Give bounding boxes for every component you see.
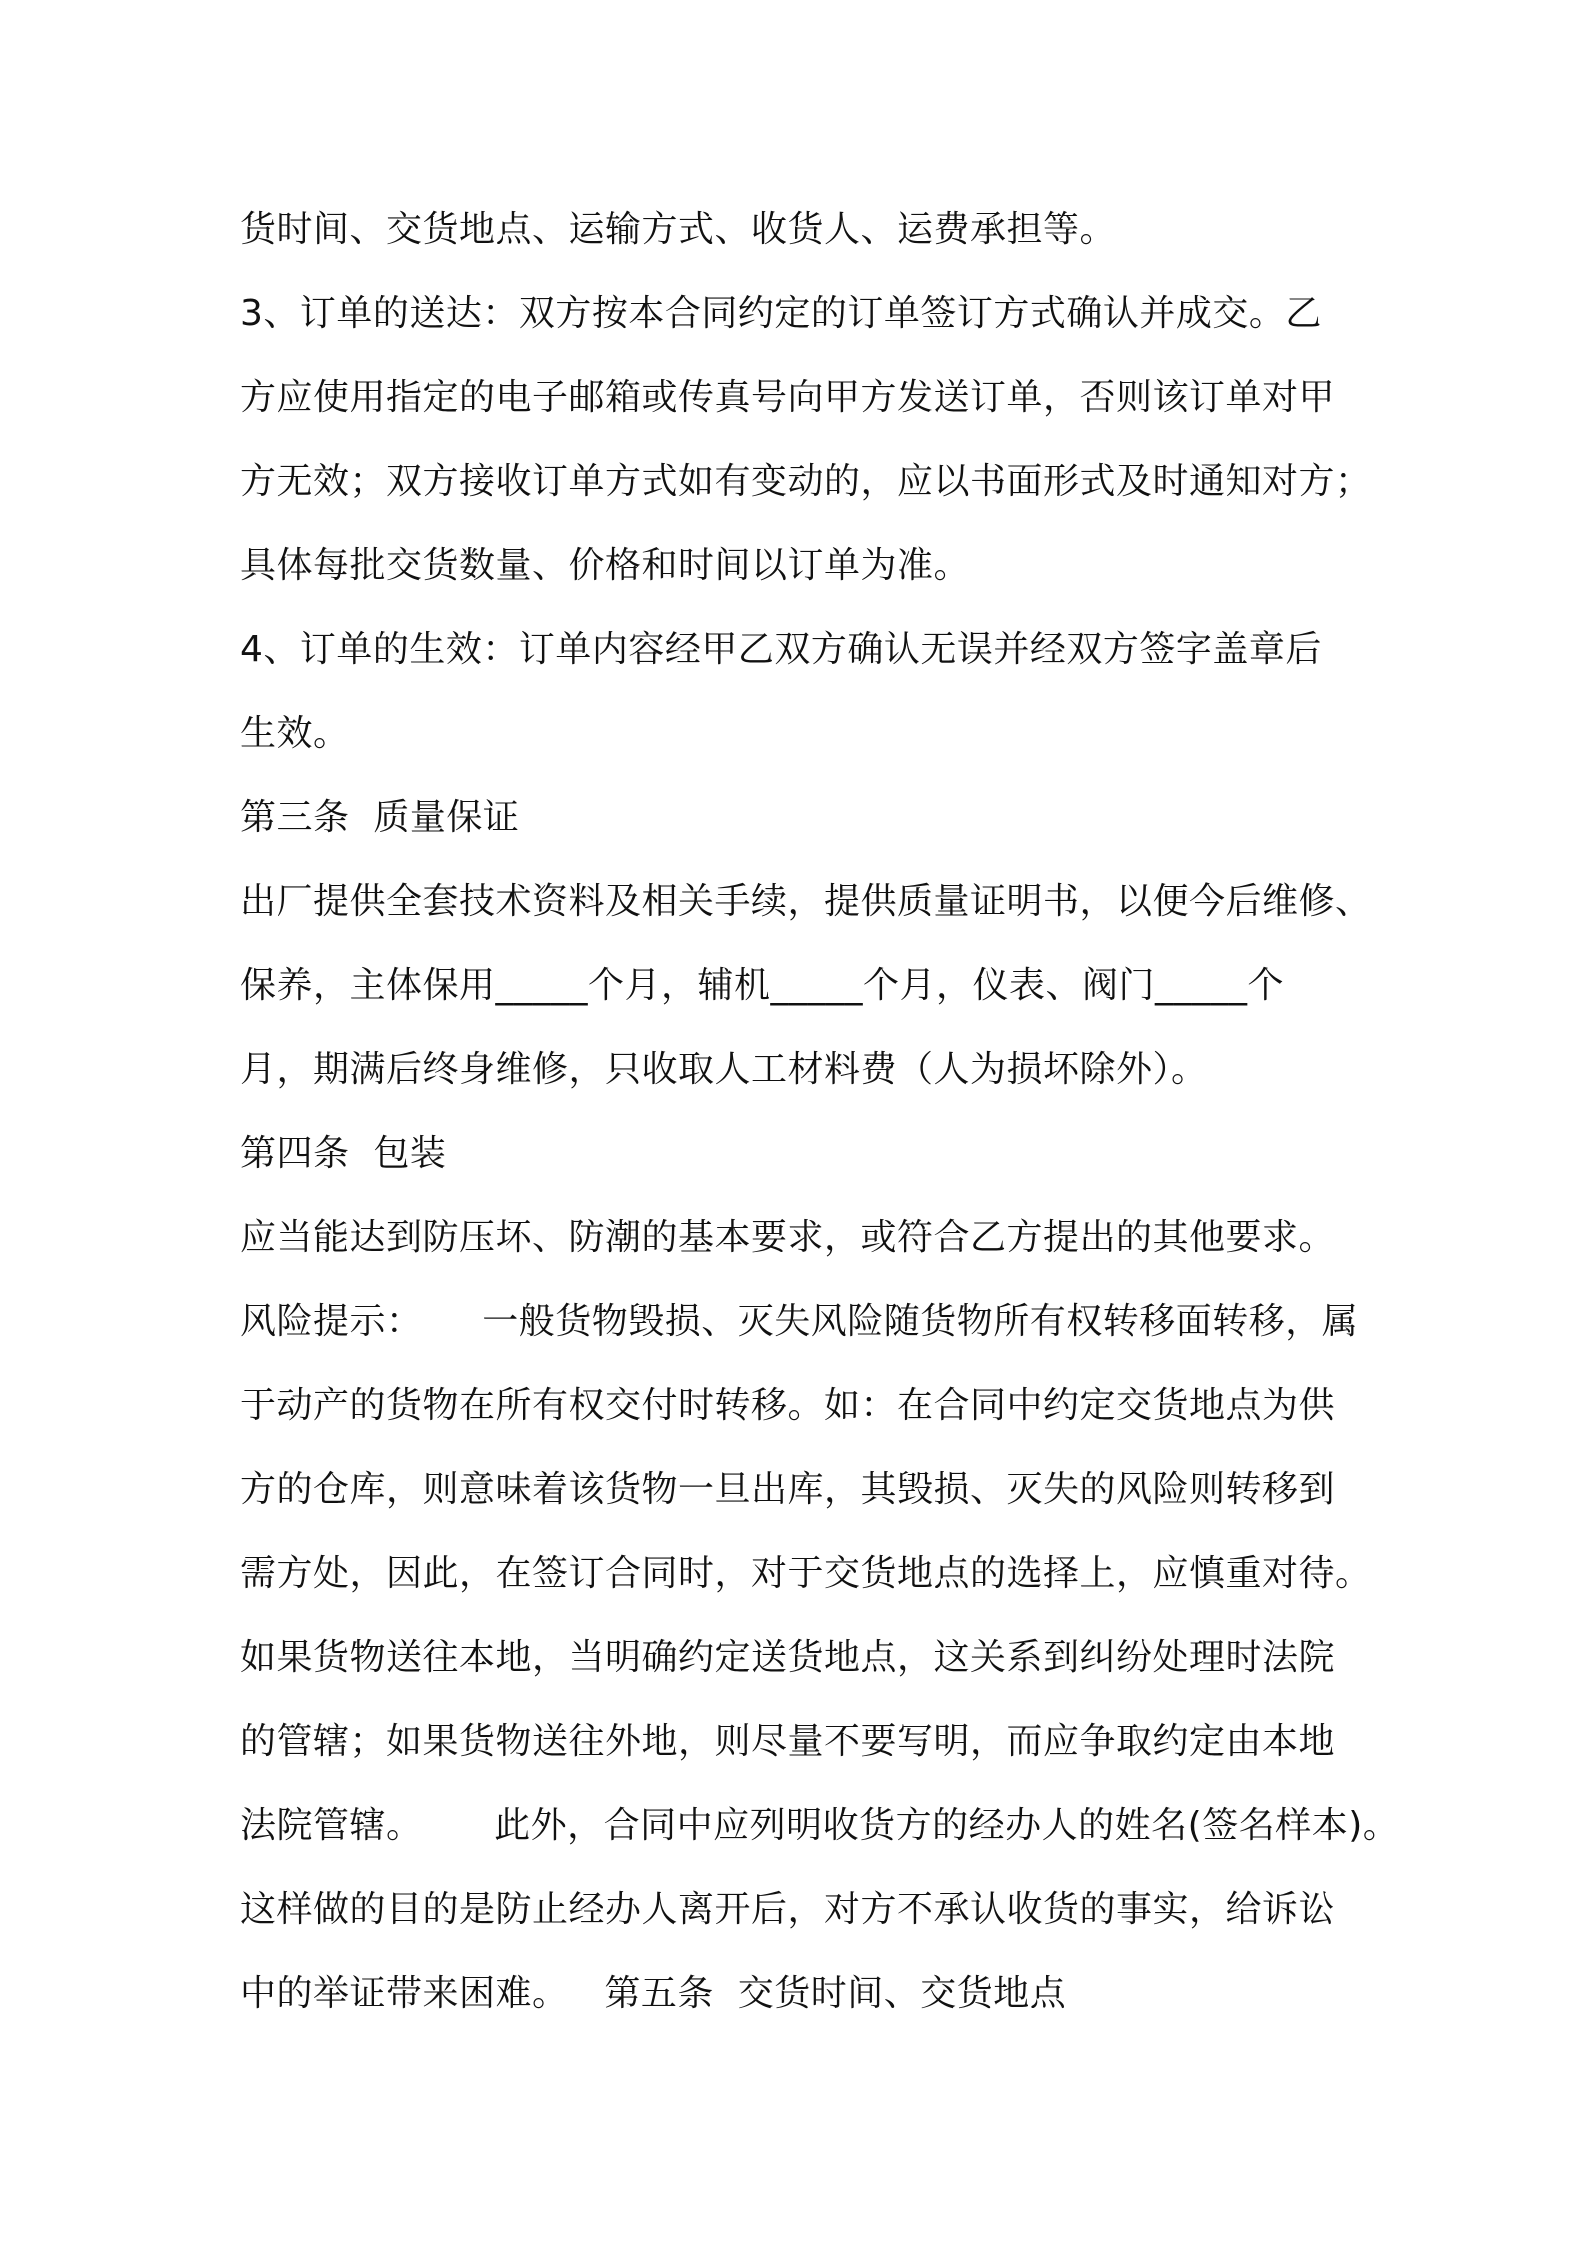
text-line: 于动产的货物在所有权交付时转移。如：在合同中约定交货地点为供 xyxy=(240,1385,1336,1426)
text-line: 方无效；双方接收订单方式如有变动的，应以书面形式及时通知对方； xyxy=(240,461,1372,502)
text-line: 生效。 xyxy=(240,713,350,754)
section-heading: 第四条 包装 xyxy=(240,1133,447,1174)
text-line: 货时间、交货地点、运输方式、收货人、运费承担等。 xyxy=(240,209,1117,250)
text-line: 出厂提供全套技术资料及相关手续，提供质量证明书，以便今后维修、 xyxy=(240,881,1372,922)
text-line: 4、订单的生效：订单内容经甲乙双方确认无误并经双方签字盖章后 xyxy=(240,629,1322,670)
text-line: 法院管辖。 此外，合同中应列明收货方的经办人的姓名(签名样本)。 xyxy=(240,1805,1400,1846)
text-line: 需方处，因此，在签订合同时，对于交货地点的选择上，应慎重对待。 xyxy=(240,1553,1372,1594)
section-heading: 第三条 质量保证 xyxy=(240,797,520,838)
text-line: 风险提示： 一般货物毁损、灭失风险随货物所有权转移面转移，属 xyxy=(240,1301,1359,1342)
text-line: 方应使用指定的电子邮箱或传真号向甲方发送订单，否则该订单对甲 xyxy=(240,377,1336,418)
text-line: 3、订单的送达：双方按本合同约定的订单签订方式确认并成交。乙 xyxy=(240,293,1322,334)
text-line: 保养，主体保用_____个月，辅机_____个月，仪表、阀门_____个 xyxy=(240,965,1285,1006)
text-line: 月，期满后终身维修，只收取人工材料费（人为损坏除外）。 xyxy=(240,1049,1208,1090)
text-line: 应当能达到防压坏、防潮的基本要求，或符合乙方提出的其他要求。 xyxy=(240,1217,1336,1258)
text-line: 具体每批交货数量、价格和时间以订单为准。 xyxy=(240,545,971,586)
text-line: 的管辖；如果货物送往外地，则尽量不要写明，而应争取约定由本地 xyxy=(240,1721,1336,1762)
text-line: 如果货物送往本地，当明确约定送货地点，这关系到纠纷处理时法院 xyxy=(240,1637,1336,1678)
text-line: 方的仓库，则意味着该货物一旦出库，其毁损、灭失的风险则转移到 xyxy=(240,1469,1336,1510)
document-body xyxy=(240,188,1400,2036)
text-line: 中的举证带来困难。 第五条 交货时间、交货地点 xyxy=(240,1973,1067,2014)
text-line: 这样做的目的是防止经办人离开后，对方不承认收货的事实，给诉讼 xyxy=(240,1889,1336,1930)
